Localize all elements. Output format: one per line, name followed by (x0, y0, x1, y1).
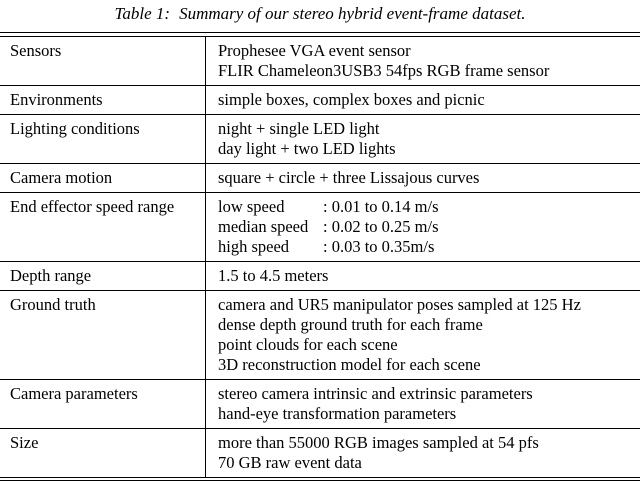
row-values (205, 262, 640, 290)
table-row-lighting-conditions (0, 115, 640, 163)
value-line: 1.5 to 4.5 meters (218, 265, 329, 285)
row-label: Environments (10, 89, 103, 109)
speed-tier-range: : 0.01 to 0.14 m/s (323, 196, 439, 216)
table-row-camera-motion (0, 164, 640, 192)
caption-text: Summary of our stereo hybrid event-frame dataset. (179, 4, 526, 23)
value-line: day light + two LED lights (218, 138, 396, 158)
value-line: camera and UR5 manipulator poses sampled at 125 Hz (218, 294, 581, 314)
value-line (218, 197, 636, 217)
row-values (205, 164, 640, 192)
row-label: Ground truth (10, 294, 96, 314)
row-values (205, 291, 640, 379)
value-line: Prophesee VGA event sensor (218, 40, 411, 60)
value-line: square + circle + three Lissajous curves (218, 167, 480, 187)
table-row-depth-range (0, 262, 640, 290)
row-label: Size (10, 432, 39, 452)
dataset-summary-table (0, 32, 640, 481)
value-line (218, 237, 636, 257)
row-label: Sensors (10, 40, 62, 60)
speed-tier-name: high speed (218, 236, 290, 256)
row-values (205, 429, 640, 477)
table-row-sensors (0, 37, 640, 85)
table-row-ground-truth (0, 291, 640, 379)
caption-label: Table 1: (114, 4, 171, 23)
table-row-camera-parameters (0, 380, 640, 428)
row-values (205, 193, 640, 261)
speed-tier-range: : 0.03 to 0.35m/s (323, 236, 435, 256)
row-values (205, 86, 640, 114)
value-line: dense depth ground truth for each frame (218, 314, 483, 334)
speed-tier-name: median speed (218, 216, 309, 236)
row-label: End effector speed range (10, 196, 175, 216)
bottom-double-rule (0, 477, 640, 482)
value-line: FLIR Chameleon3USB3 54fps RGB frame sensor (218, 60, 550, 80)
value-line: 3D reconstruction model for each scene (218, 354, 481, 374)
table-caption (0, 0, 640, 24)
table-row-end-effector-speed-range (0, 193, 640, 261)
row-label: Camera parameters (10, 383, 138, 403)
row-label: Lighting conditions (10, 118, 140, 138)
row-label: Depth range (10, 265, 92, 285)
row-values (205, 115, 640, 163)
value-line: point clouds for each scene (218, 334, 398, 354)
value-line: more than 55000 RGB images sampled at 54 pfs (218, 432, 539, 452)
row-values (205, 380, 640, 428)
value-line: 70 GB raw event data (218, 452, 362, 472)
value-line: stereo camera intrinsic and extrinsic parameters (218, 383, 533, 403)
table-row-environments (0, 86, 640, 114)
value-line: simple boxes, complex boxes and picnic (218, 89, 485, 109)
value-line: night + single LED light (218, 118, 380, 138)
speed-tier-name: low speed (218, 196, 285, 216)
table-row-size (0, 429, 640, 477)
row-label: Camera motion (10, 167, 113, 187)
value-line (218, 217, 636, 237)
value-line: hand-eye transformation parameters (218, 403, 457, 423)
speed-tier-range: : 0.02 to 0.25 m/s (323, 216, 439, 236)
row-values (205, 37, 640, 85)
